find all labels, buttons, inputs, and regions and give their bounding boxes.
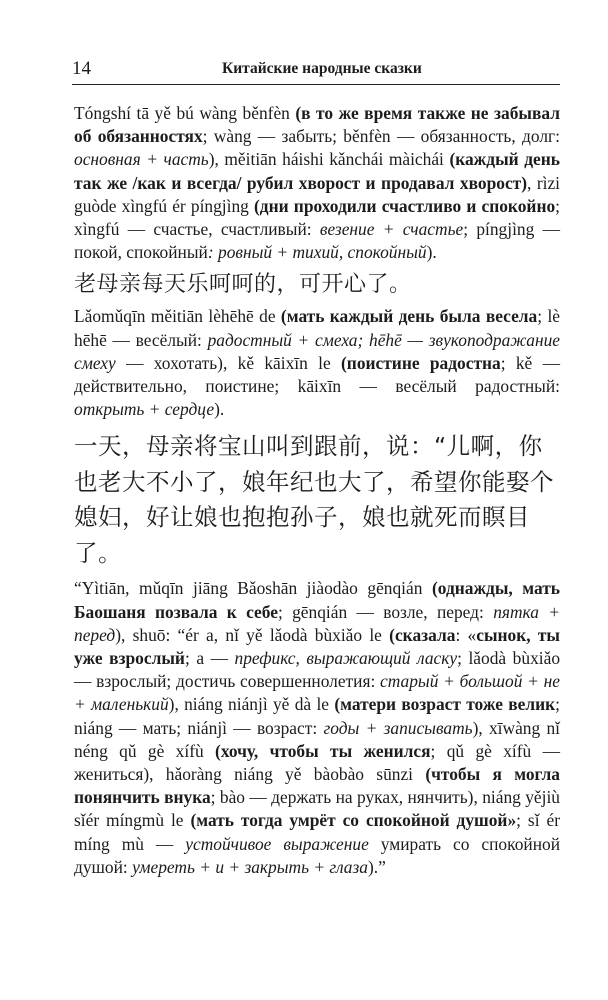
gloss-text: Tóngshí tā yě bú wàng běnfèn (74, 103, 296, 123)
italic-etymology: : ровный + тихий, спокойный (207, 242, 427, 263)
gloss-text: ; niáng — мать; niánjì — возраст: (74, 694, 560, 738)
bold-translation: (поистине радостна (341, 352, 501, 373)
bold-translation: (чтобы я могла понянчить внука (74, 764, 560, 808)
page-body (74, 102, 560, 879)
gloss-text: , rìzi guòde xìngfú ér píngjìng (74, 172, 561, 216)
gloss-text: ), xīwàng nǐ néng qǔ gè xífù (74, 717, 560, 761)
chinese-source-paragraph: 老母亲每天乐呵呵的，可开心了。 (74, 272, 412, 298)
italic-etymology: открыть + сердце (74, 399, 215, 420)
chinese-source-paragraph: 一天，母亲将宝山叫到跟前，说：“儿啊，你也老大不小了，娘年纪也大了，希望你能娶个媳妇，好让娘也抱抱孙子，娘也就死而瞑目了。 (74, 432, 554, 567)
gloss-text: ; píngjìng — покой, спокойный (74, 219, 560, 263)
gloss-text: ; xìngfú — счастье, счастливый: (74, 195, 561, 240)
page-header (72, 58, 560, 85)
gloss-text: ), shuō: “ér a, nǐ yě lǎodà bùxiǎo le (115, 624, 390, 645)
bold-translation: (однажды, мать Баошаня позвала к себе (74, 578, 561, 622)
bold-translation: (в то же время также не забывал об обязанностях (74, 103, 560, 147)
italic-etymology: старый + большой + не + маленький (74, 671, 560, 715)
gloss-text: ; lè hēhē — весёлый: (74, 306, 561, 350)
gloss-text: — хохотать), kě kāixīn le (115, 352, 342, 373)
bold-translation: (матери возраст тоже велик (334, 694, 556, 715)
gloss-text: ; lǎodà bùxiǎo — взрослый; достичь совершеннолетия: (74, 648, 561, 692)
gloss-text: умирать со спокойной душой: (74, 833, 560, 877)
gloss-text: ).” (367, 856, 386, 877)
bold-translation: сынок, ты уже взрослый (74, 624, 560, 669)
gloss-paragraph (74, 305, 560, 421)
bold-translation: (хочу, чтобы ты женился (215, 740, 431, 761)
bold-translation: (каждый день так же /как и всегда/ рубил хворост и продавал хворост) (74, 149, 560, 193)
italic-etymology: годы + записывать (323, 717, 473, 738)
gloss-text: ; qǔ gè xífù — жениться), hǎoràng niáng yě bàobào sūnzi (74, 740, 560, 785)
gloss-text: ), niáng niánjì yě dà le (168, 694, 335, 715)
gloss-text: ; kě — действительно, поистине; kāixīn — весёлый радостный: (74, 352, 560, 397)
page-number: 14 (72, 58, 91, 79)
gloss-text: ; gēnqián — возле, перед: (277, 601, 494, 622)
gloss-text: ; sǐ ér míng mù — (74, 810, 560, 854)
bold-translation: (мать каждый день была весела (280, 306, 538, 327)
italic-etymology: радостный + смеха; hēhē — звукоподражание смеху (74, 329, 560, 373)
bold-translation: (дни проходили счастливо и спокойно (254, 195, 556, 216)
gloss-text: Lǎomǔqīn měitiān lèhēhē de (74, 306, 281, 327)
gloss-text: : « (455, 624, 477, 645)
gloss-paragraph (74, 577, 560, 879)
italic-etymology: пятка + перед (74, 601, 560, 645)
bold-translation: (мать тогда умрёт со спокойной душой» (190, 810, 517, 831)
italic-etymology: префикс, выражающий ласку (234, 648, 458, 669)
gloss-text: “Yìtiān, mǔqīn jiāng Bǎoshān jiàodào gēnqián (74, 578, 432, 599)
italic-etymology: устойчивое выражение (185, 833, 369, 854)
bold-translation: (сказала (389, 624, 456, 645)
gloss-text: ), měitiān háishi kǎnchái màichái (208, 149, 450, 170)
running-title: Китайские народные сказки (222, 60, 422, 77)
italic-etymology: везение + счастье (319, 219, 464, 240)
gloss-text: ). (214, 399, 225, 420)
gloss-text: ; bào — держать на руках, нянчить), niáng yějiù sǐér míngmù le (74, 787, 560, 831)
gloss-paragraph (74, 102, 560, 264)
italic-etymology: умереть + и + закрыть + глаза (132, 856, 368, 877)
italic-etymology: основная + часть (74, 149, 209, 170)
gloss-text: ; a — (184, 648, 235, 669)
gloss-text: ). (426, 242, 437, 263)
gloss-text: ; wàng — забыть; běnfèn — обязанность, долг: (202, 126, 560, 147)
